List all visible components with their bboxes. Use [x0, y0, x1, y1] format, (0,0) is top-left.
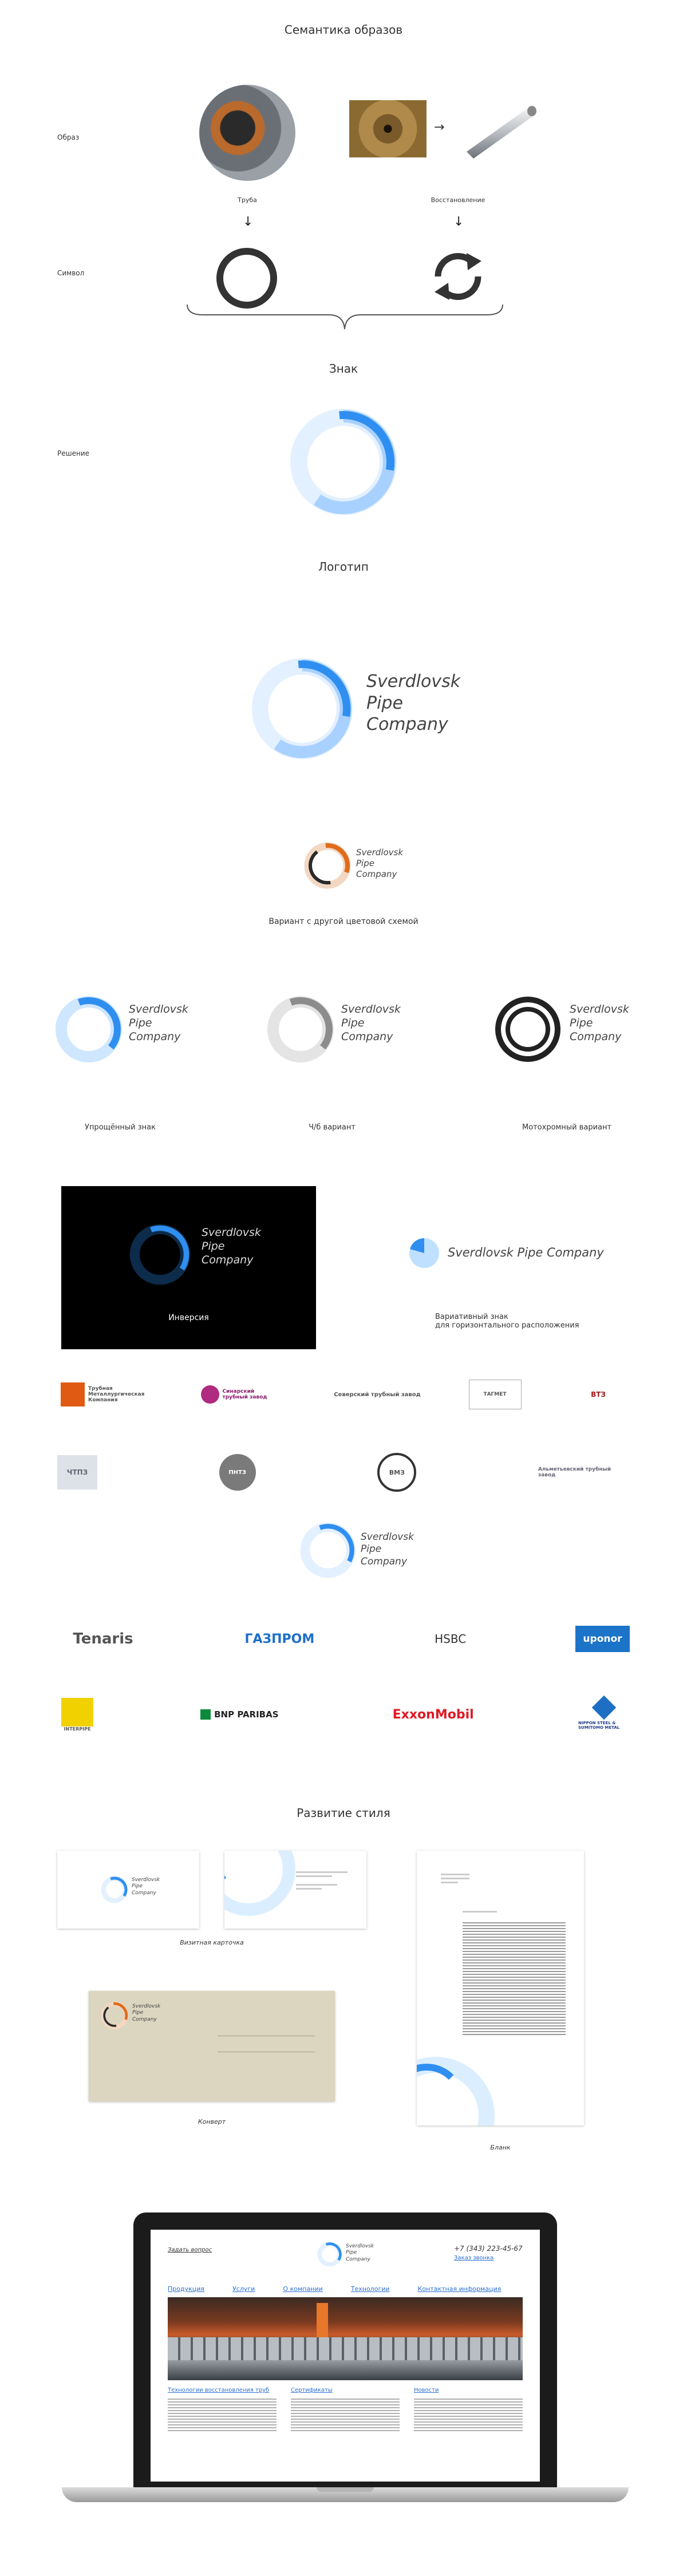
nav-services[interactable]: Услуги	[232, 2285, 255, 2293]
partners-row	[57, 1378, 630, 1411]
logo-line: Sverdlovsk	[132, 2004, 161, 2009]
partner-logo: uponor	[575, 1626, 630, 1652]
site-col-3	[414, 2387, 523, 2431]
inversion-panel	[61, 1186, 316, 1349]
logo-line: Company	[361, 1555, 407, 1567]
card-text-lines	[296, 1871, 348, 1892]
letterhead-caption: Бланк	[490, 2144, 511, 2151]
ring-symbol-icon	[216, 248, 277, 309]
logo-wordmark-small	[356, 847, 403, 879]
partner-logo: BNP PARIBAS	[191, 1709, 288, 1720]
partner-logo: ПНТЗ	[219, 1454, 256, 1491]
brand-mark-icon	[289, 408, 398, 516]
nav-contacts[interactable]: Контактная информация	[417, 2285, 502, 2293]
logo-line: Company	[202, 1253, 254, 1266]
partner-logo: ВТЗ	[591, 1390, 606, 1398]
logo-line: Company	[346, 2256, 370, 2262]
refresh-symbol-icon	[427, 245, 489, 308]
sign-title: Знак	[329, 362, 358, 376]
logo-line: Sverdlovsk	[570, 1003, 629, 1016]
logo-line: Pipe	[356, 858, 374, 868]
bw-caption: Ч/б вариант	[309, 1123, 356, 1132]
logo-line: Pipe	[361, 1543, 382, 1555]
partner-logo: ЧТПЗ	[57, 1455, 97, 1490]
site-hero-image	[168, 2297, 523, 2380]
mono-mark-icon	[493, 995, 562, 1064]
nav-technologies[interactable]: Технологии	[350, 2285, 390, 2293]
horizontal-caption	[435, 1313, 579, 1330]
logo-line: Sverdlovsk	[361, 1531, 414, 1543]
website-screen	[151, 2230, 540, 2482]
partner-logo: ТАГМЕТ	[469, 1380, 522, 1409]
envelope-caption: Конверт	[198, 2118, 226, 2125]
letterhead-address	[441, 1874, 469, 1886]
orange-mark-icon	[303, 841, 352, 890]
partner-logo: Трубная Металлургическая Компания	[57, 1382, 149, 1406]
logo-line: Company	[356, 868, 397, 879]
logo-line: Sverdlovsk	[341, 1003, 401, 1016]
restoration-photo	[349, 100, 427, 157]
pipe-render-image	[461, 97, 541, 160]
letterhead	[417, 1851, 584, 2125]
site-nav	[168, 2282, 526, 2293]
partner-logo: Tenaris	[73, 1630, 133, 1647]
other-color-caption: Вариант с другой цветовой схемой	[269, 917, 418, 926]
logo-line: Company	[129, 1030, 181, 1043]
simplified-caption: Упрощённый знак	[85, 1123, 156, 1132]
letterhead-body	[463, 1921, 566, 2035]
row-label-symbol: Символ	[57, 269, 85, 277]
nav-products[interactable]: Продукция	[168, 2285, 204, 2293]
logo-wordmark	[361, 1531, 414, 1568]
site-logo-icon[interactable]	[317, 2241, 343, 2267]
partner-logo: HSBC	[435, 1632, 467, 1646]
logo-line: Company	[341, 1030, 393, 1043]
site-col-1	[168, 2387, 277, 2431]
logo-line: Sverdlovsk	[132, 1877, 160, 1883]
pipe-caption: Труба	[238, 196, 257, 204]
semantics-title: Семантика образов	[284, 23, 403, 37]
site-phone: +7 (343) 223-45-67	[454, 2245, 523, 2253]
logo-line: Pipe	[570, 1016, 593, 1029]
logo-wordmark	[129, 1003, 188, 1044]
logo-line: Sverdlovsk	[202, 1226, 261, 1239]
partner-logo: INTERPIPE	[57, 1694, 97, 1735]
nav-about[interactable]: О компании	[283, 2285, 323, 2293]
brace-divider	[186, 303, 504, 332]
logo-line: Pipe	[132, 2010, 144, 2016]
logo-line: Sverdlovsk	[366, 671, 461, 692]
caption-line: Вариативный знак	[435, 1313, 508, 1321]
restoration-caption: Восстановление	[431, 196, 485, 204]
simplified-mark-icon	[54, 995, 123, 1064]
envelope	[89, 1991, 335, 2101]
partners-row	[57, 1455, 630, 1490]
logo-line: Pipe	[366, 693, 403, 713]
bw-mark-icon	[266, 995, 335, 1064]
logo-wordmark	[570, 1003, 629, 1044]
partner-logo: Синарский трубный завод	[195, 1385, 286, 1404]
logo-line: Sverdlovsk	[129, 1003, 188, 1016]
logo-wordmark	[341, 1003, 401, 1044]
site-logo-wordmark	[346, 2243, 374, 2263]
logo-line: Pipe	[132, 1883, 143, 1890]
arrow-down-icon: ↓	[453, 215, 464, 229]
logo-line: Pipe	[346, 2250, 357, 2256]
callback-link[interactable]: Заказ звонка	[454, 2255, 494, 2261]
arrow-down-icon: ↓	[243, 215, 254, 229]
business-card-back	[224, 1851, 366, 1929]
business-card-front	[57, 1851, 199, 1929]
brand-mark-icon	[251, 657, 354, 760]
arrow-right-icon: →	[434, 120, 445, 135]
partner-logo: NIPPON STEEL & SUMITOMO METAL	[578, 1699, 630, 1730]
logo-line: Company	[132, 1890, 156, 1896]
logo-line: Company	[570, 1030, 622, 1043]
logo-line: Pipe	[341, 1016, 365, 1029]
laptop-screen-bezel	[133, 2212, 557, 2487]
row-label-solution: Решение	[57, 449, 90, 457]
logotype-title: Логотип	[318, 560, 369, 574]
logo-line: Sverdlovsk	[356, 847, 404, 858]
site-col-title[interactable]: Новости	[414, 2387, 439, 2393]
horizontal-mark-icon	[406, 1235, 442, 1271]
style-title: Развитие стиля	[297, 1806, 390, 1820]
logo-wordmark	[132, 1877, 160, 1897]
laptop-base	[62, 2487, 629, 2502]
ask-question-link[interactable]: Задать вопрос	[168, 2247, 212, 2253]
mono-caption: Мотохромный вариант	[522, 1123, 612, 1132]
brand-mark-icon	[100, 1875, 129, 1904]
orange-mark-icon	[100, 2001, 129, 2030]
site-col-title[interactable]: Технологии восстановления труб	[168, 2387, 270, 2393]
site-col-2	[291, 2387, 400, 2431]
horizontal-wordmark: Sverdlovsk Pipe Company	[448, 1246, 604, 1259]
business-card-caption: Визитная карточка	[180, 1939, 244, 1946]
brand-mark-icon	[299, 1522, 357, 1579]
partner-logo: Альметьевский трубный завод	[538, 1467, 611, 1478]
site-col-title[interactable]: Сертификаты	[291, 2387, 333, 2393]
partner-logo: ГАЗПРОМ	[244, 1631, 315, 1646]
logo-wordmark	[202, 1226, 261, 1267]
inverse-mark-icon	[127, 1222, 193, 1287]
letterhead-greeting	[463, 1911, 497, 1915]
logo-wordmark	[366, 671, 460, 736]
logo-wordmark	[132, 2004, 160, 2023]
partners-row	[57, 1694, 630, 1735]
partner-logo: ExxonMobil	[392, 1707, 474, 1722]
partner-logo: Северский трубный завод	[334, 1391, 421, 1398]
inversion-caption: Инверсия	[168, 1313, 209, 1322]
logo-line: Pipe	[202, 1239, 225, 1253]
partner-logo: ВМЗ	[377, 1453, 416, 1492]
pipe-photo	[199, 85, 295, 181]
logo-line: Pipe	[129, 1016, 152, 1029]
logo-line: Company	[132, 2016, 157, 2022]
caption-line: для горизонтального расположения	[435, 1321, 579, 1330]
logo-line: Company	[366, 714, 448, 734]
logo-line: Sverdlovsk	[346, 2243, 374, 2249]
row-label-image: Образ	[57, 133, 80, 141]
partners-row	[57, 1625, 630, 1653]
